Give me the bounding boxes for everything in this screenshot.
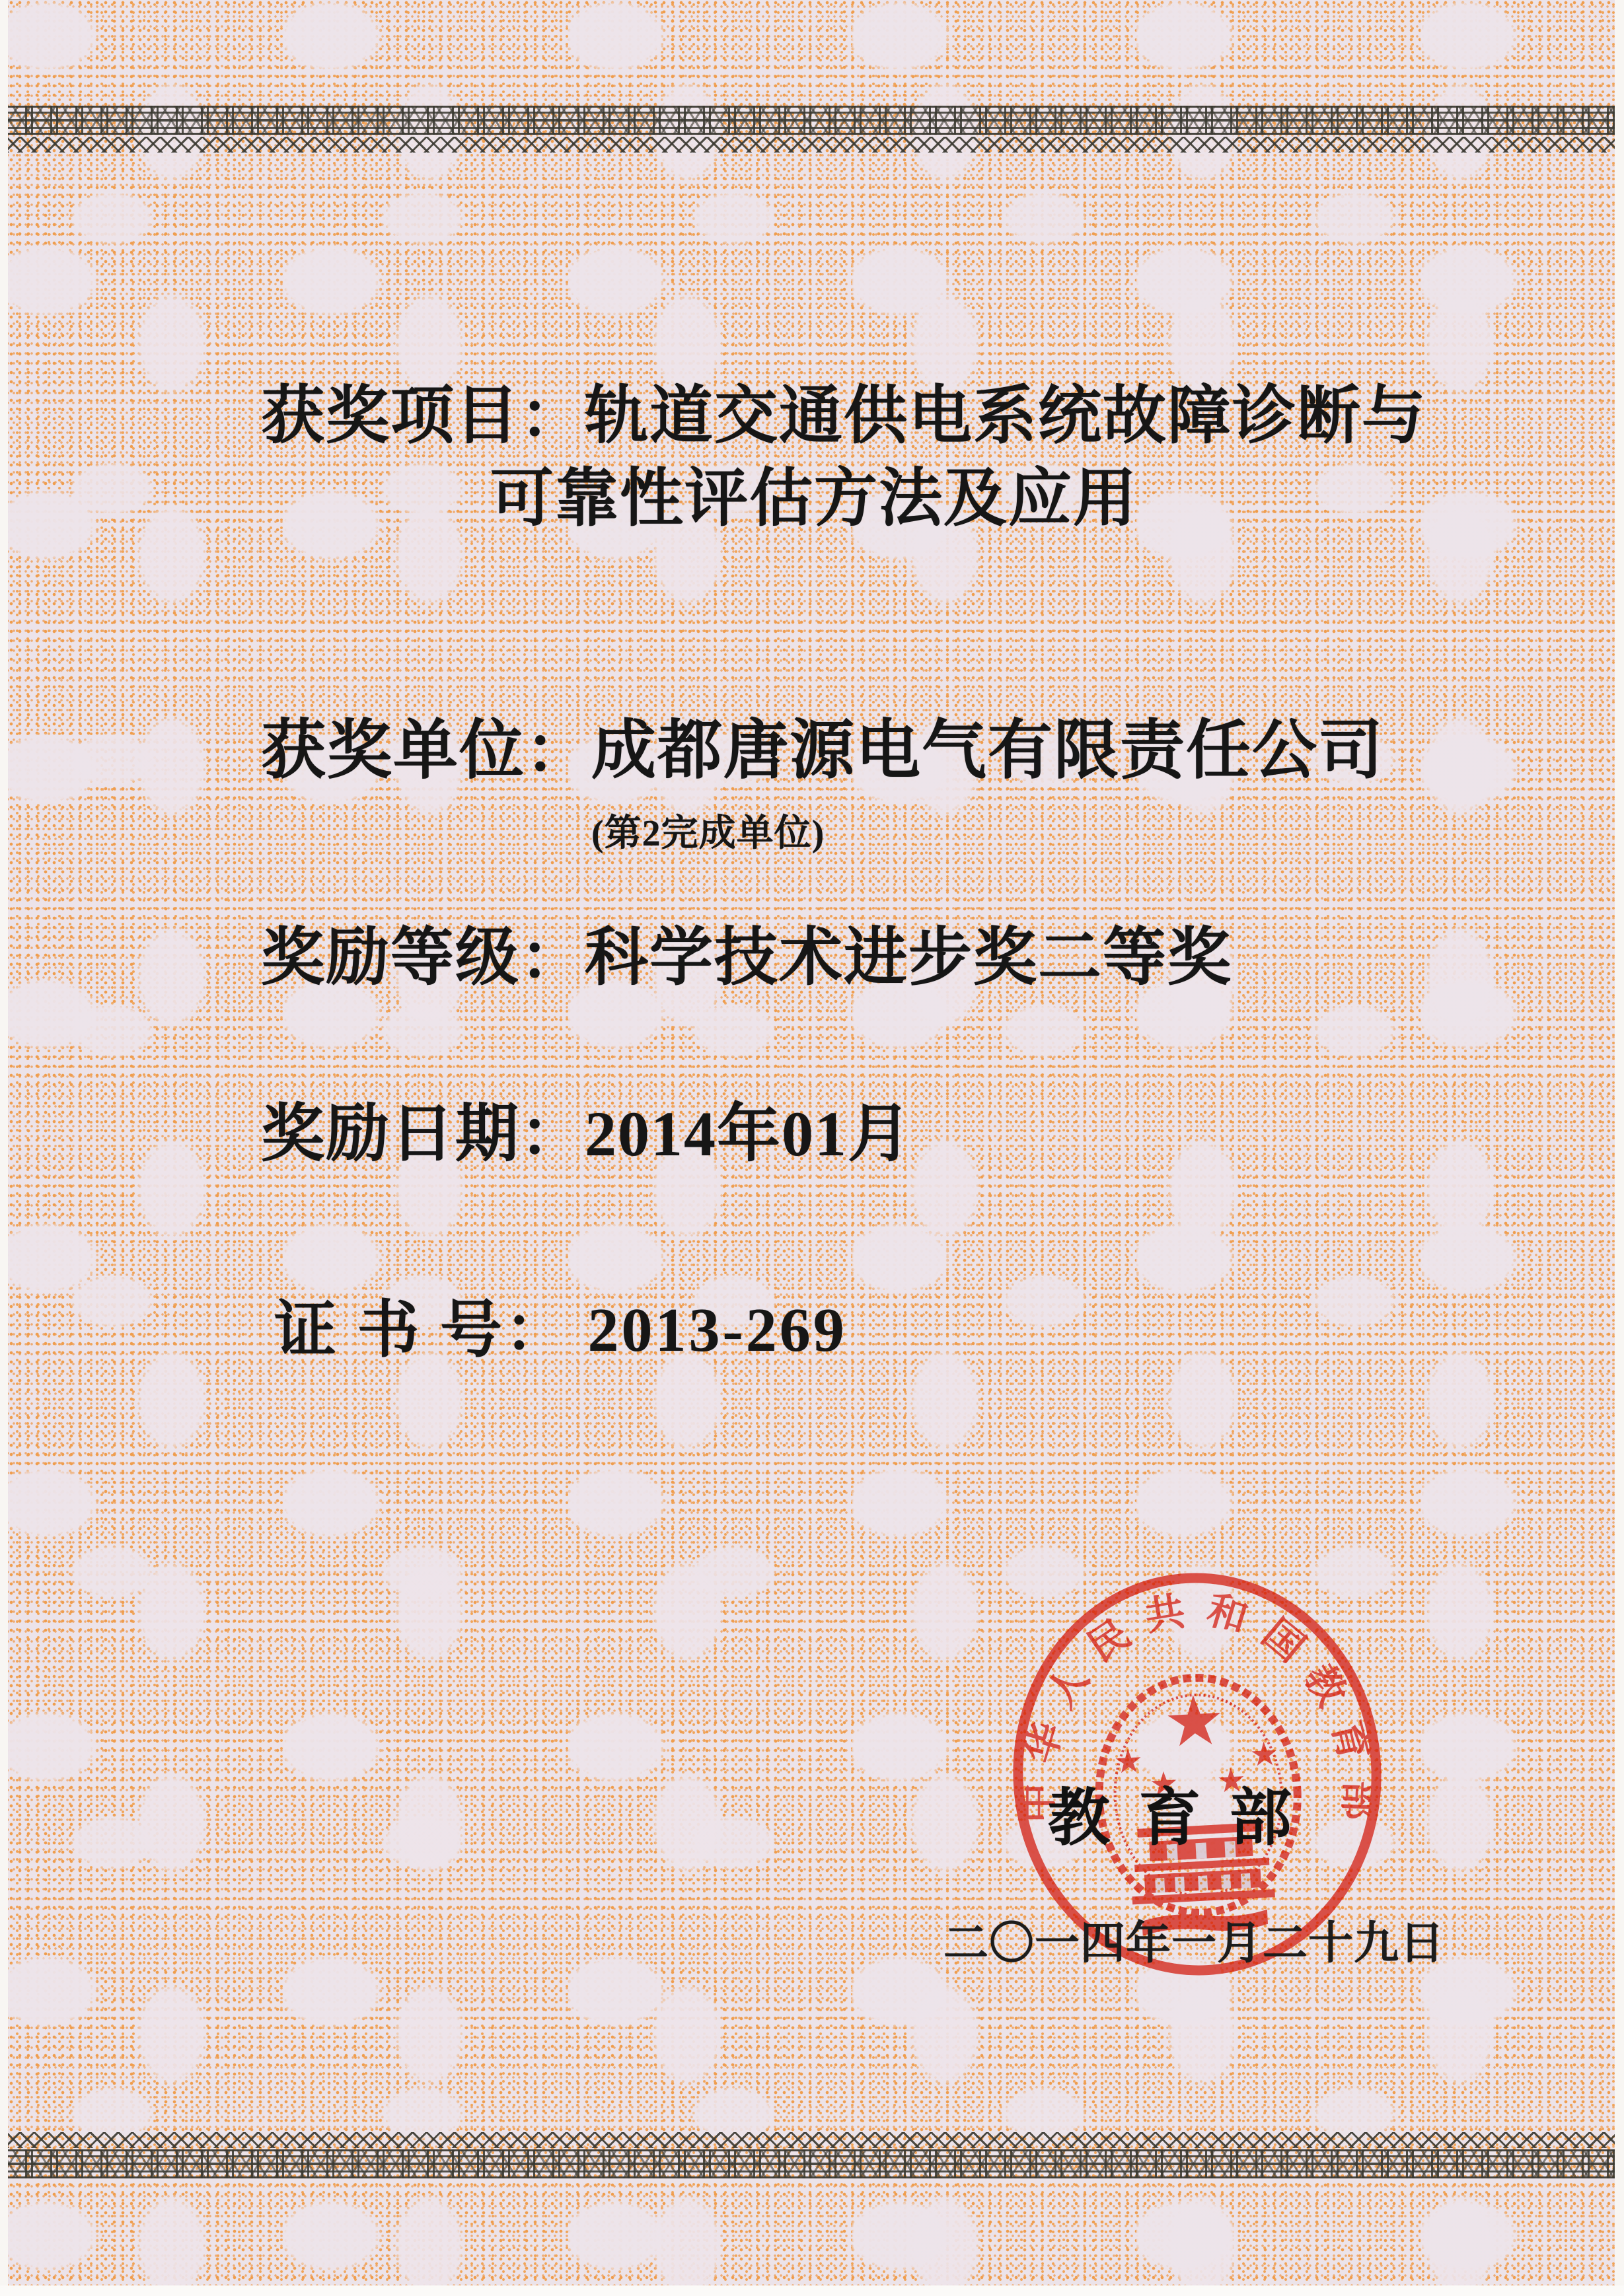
top-border-ornament bbox=[0, 106, 1624, 135]
seal-ministry-name: 教 育 部 bbox=[1048, 1784, 1299, 1853]
seal-issue-date: 二〇一四年一月二十九日 bbox=[943, 1918, 1446, 1968]
award-date-line: 奖励日期：2014年01月 bbox=[261, 1098, 912, 1169]
project-title-line1: 获奖项目：轨道交通供电系统故障诊断与 bbox=[261, 380, 1426, 451]
awardee-rank-note: (第2完成单位) bbox=[591, 813, 825, 854]
awardee-line: 获奖单位：成都唐源电气有限责任公司 bbox=[261, 715, 1385, 787]
seal-ring-text: 中华人民共和国教育部 bbox=[1016, 1587, 1382, 1839]
scan-edge-right bbox=[1615, 0, 1624, 2296]
top-border-diamonds bbox=[0, 137, 1624, 153]
project-title-line2: 可靠性评估方法及应用 bbox=[490, 463, 1138, 534]
certificate-number-line: 证 书 号： 2013-269 bbox=[274, 1296, 847, 1365]
scan-edge-left bbox=[0, 0, 8, 2296]
bottom-border-ornament bbox=[0, 2149, 1624, 2178]
bottom-border-diamonds bbox=[0, 2132, 1624, 2148]
scan-edge-bottom bbox=[0, 2285, 1624, 2296]
award-grade-line: 奖励等级：科学技术进步奖二等奖 bbox=[261, 922, 1232, 993]
